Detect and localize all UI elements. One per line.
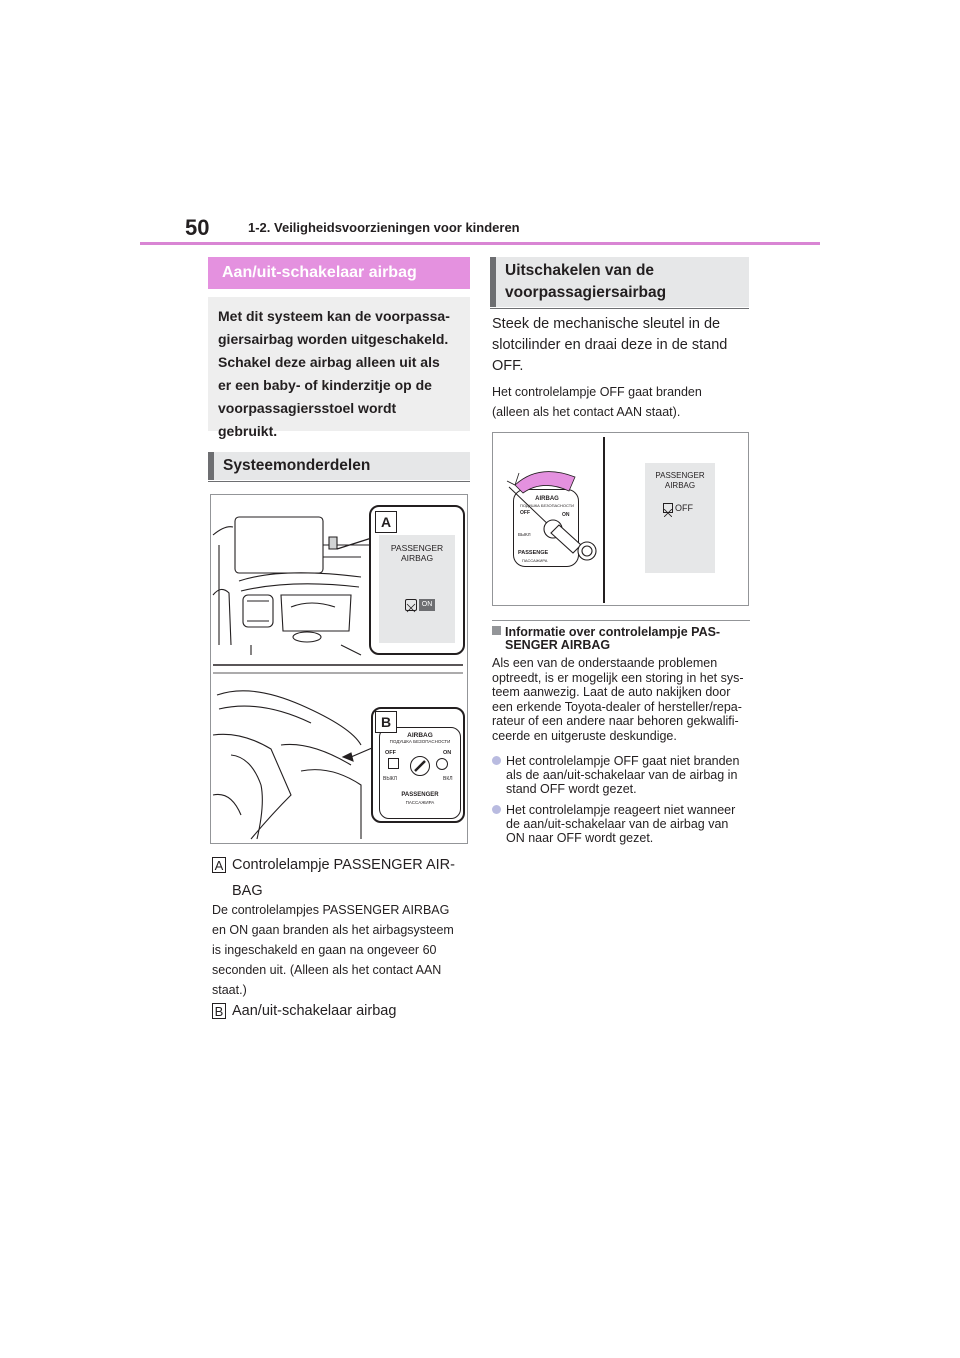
intro-line: giersairbag worden uitgeschakeld. [218,331,449,347]
switch-ru-bottom-text: ПАССАЖИРА [405,800,435,805]
step-note [492,382,754,422]
figure-divider [603,437,605,603]
intro-line: voorpassagiersstoel wordt [218,400,397,416]
intro-line: er een baby- of kinderzitje op de [218,377,432,393]
info-body [492,656,756,743]
info-line: ceerde en uitgeruste deskundige. [492,728,677,743]
item-b-label: B [212,1003,226,1019]
section-title-line: Uitschakelen van de [505,262,655,279]
key-and-arrow-illustration [493,433,603,607]
header-rule [140,242,820,245]
lamp-passenger-text: PASSENGER [390,543,444,553]
airbag-off-lamp-icon [663,503,673,513]
intro-box [208,297,470,439]
switch-vykl-text: ВЫКЛ [383,776,397,782]
note-line: (alleen als het contact AAN staat). [492,405,681,419]
sw-passenger-text: PASSENGE [518,550,549,556]
bullet-line: stand OFF wordt gezet. [506,782,637,796]
info-square-icon [492,626,501,635]
item-a-label: A [212,857,226,873]
figure-tag-b: B [375,711,397,733]
chapter-title: 1-2. Veiligheidsvoorzieningen voor kinderen [248,220,520,235]
airbag-person-icon [405,599,417,611]
note-line: is ingeschakeld en gaan na ongeveer 60 [212,943,437,957]
sw-off-text: OFF [520,510,530,516]
page-number: 50 [185,215,210,240]
section-title-disable [490,257,749,307]
note-line: seconden uit. (Alleen als het contact AAN [212,963,442,977]
key-cylinder-icon [410,756,430,776]
airbag-on-icon [436,758,448,770]
bullet-line: als de aan/uit-schakelaar van de airbag in [506,768,738,782]
lamp-airbag-text: AIRBAG [664,481,696,490]
sw-ru-text: ПОДУШКА БЕЗОПАСНОСТИ [519,503,575,508]
switch-off-figure [492,432,749,606]
lamp-passenger-text: PASSENGER [655,471,705,480]
intro-line: Met dit systeem kan de voorpassa- [218,308,450,324]
info-heading [492,626,754,652]
info-line: Als een van de onderstaande problemen [492,656,718,670]
item-a [212,854,472,902]
switch-panel [379,727,461,819]
bullet-line: ON naar OFF wordt gezet. [506,831,654,845]
switch-ru-top-text: ПОДУШКА БЕЗОПАСНОСТИ [389,739,451,744]
lamp-off-text: OFF [675,503,693,513]
subsection-title: Systeemonderdelen [208,452,470,480]
bullet-line: Het controlelampje reageert niet wanneer [506,803,736,817]
note-line: Het controlelampje OFF gaat branden [492,385,702,399]
note-line: en ON gaan branden als het airbagsysteem [212,923,454,937]
step-line: slotcilinder en draai deze in de stand [492,337,728,353]
switch-vkl-text: ВКЛ [443,776,453,782]
bullet-line: de aan/uit-schakelaar van de airbag van [506,817,729,831]
bullet-line: Het controlelampje OFF gaat niet branden [506,754,740,768]
bullet-dot-icon [492,805,501,814]
system-components-figure [210,494,468,844]
sw-on-text: ON [562,512,570,518]
lamp-airbag-text: AIRBAG [400,553,434,563]
item-a-note [212,900,474,1000]
note-line: De controlelampjes PASSENGER AIRBAG [212,903,450,917]
sw-vykl-text: ВЫКЛ [518,532,531,537]
figure-tag-a: A [375,511,397,533]
section-title-switch: Aan/uit-schakelaar airbag [208,257,470,289]
sw-airbag-text: AIRBAG [535,496,559,502]
switch-passenger-text: PASSENGER [401,792,439,798]
note-line: staat.) [212,983,247,997]
bullet-item [492,803,756,847]
intro-line: gebruikt. [218,423,278,439]
section-title-line: voorpassagiersairbag [505,284,667,301]
info-line: rateur of een andere naar behoren gekwalifi- [492,714,739,728]
info-heading-line: Informatie over controlelampje PAS- [505,625,721,639]
step-line: Steek de mechanische sleutel in de [492,316,721,332]
step-text [492,314,754,377]
info-rule [492,620,750,621]
info-line: een erkende Toyota-dealer of hersteller/repa- [492,699,742,714]
bullet-dot-icon [492,756,501,765]
indicator-panel [379,535,455,643]
switch-off-text: OFF [385,750,396,756]
info-heading-line: SENGER AIRBAG [505,638,611,652]
indicator-panel-right [645,463,715,573]
sw-ru-bottom-text: ПАССАЖИРА [522,558,548,563]
item-b [212,1000,472,1022]
intro-line: Schakel deze airbag alleen uit als [218,354,440,370]
info-line: optreedt, is er mogelijk een storing in het sys- [492,670,744,685]
bullet-item [492,754,756,798]
step-line: OFF. [492,358,524,374]
item-b-text: Aan/uit-schakelaar airbag [232,1003,397,1019]
switch-airbag-text: AIRBAG [407,732,433,739]
item-a-line1: Controlelampje PASSENGER AIR- [232,857,455,873]
item-a-line2: BAG [232,883,263,899]
switch-on-text: ON [443,750,452,756]
lamp-on-indicator: ON [419,599,435,611]
airbag-off-icon [388,758,399,769]
info-line: teem aanwezig. Laat de auto nakijken door [492,685,731,699]
